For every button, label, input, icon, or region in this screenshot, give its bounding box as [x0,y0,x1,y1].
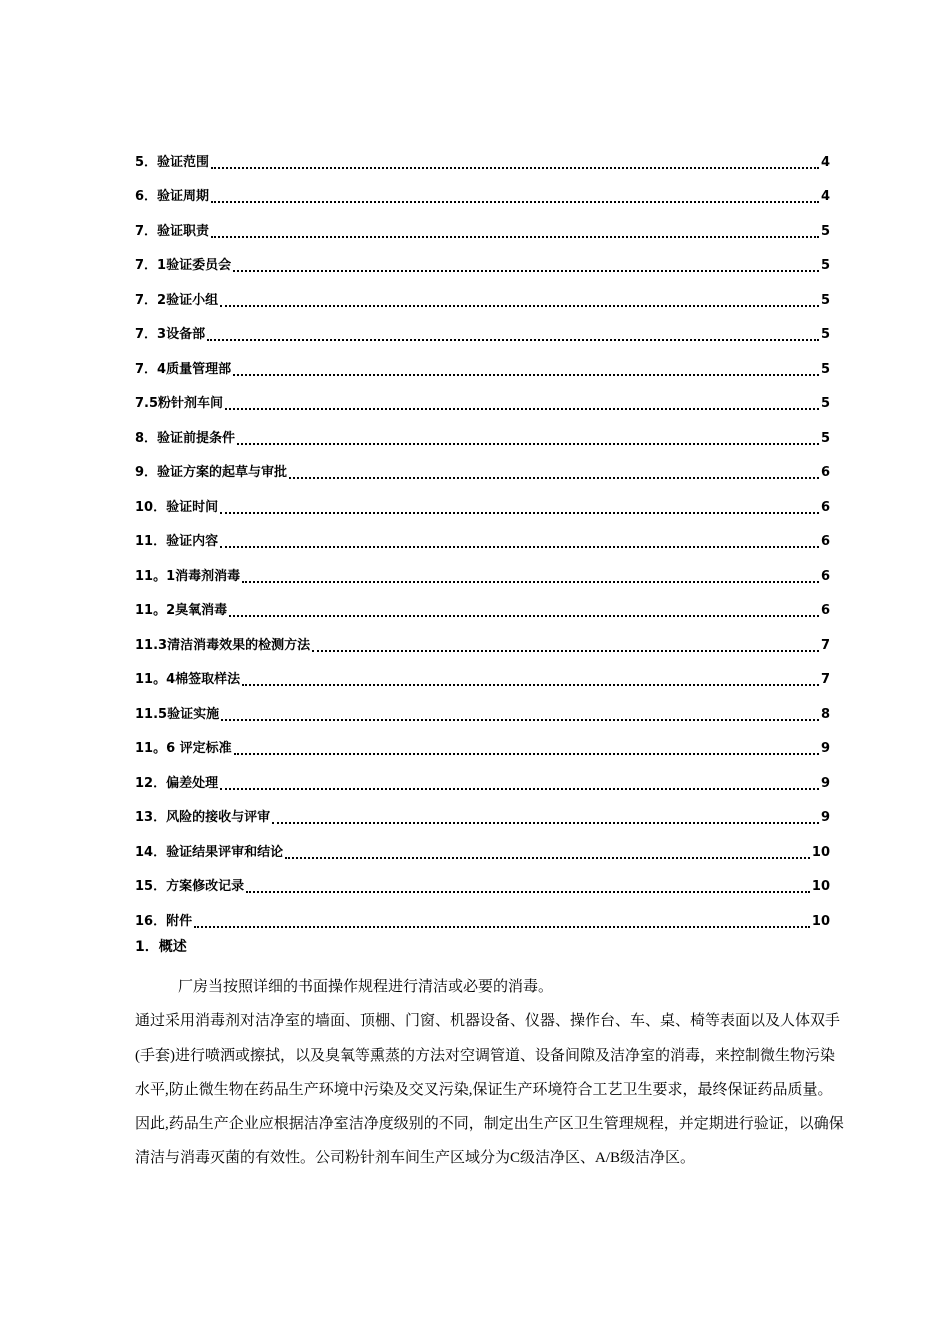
toc-entry[interactable] [135,727,830,762]
toc-entry-title: 7．3设备部 [135,327,206,342]
body-paragraph: 通过采用消毒剂对洁净室的墙面、顶棚、门窗、机器设备、仪器、操作台、车、桌、椅等表面以及人体双手(手套)进行喷洒或擦拭，以及臭氧等熏蒸的方法对空调管道、设备间隙及洁净室的消毒，来控制微生物污染水平,防止微生物在药品生产环境中污染及交叉污染,保证生产环境符合工艺卫生要求，最终保证药品质量。因此,药品生产企业应根据洁净室洁净度级别的不同，制定出生产区卫生管理规程，并定期进行验证，以确保清洁与消毒灭菌的有效性。公司粉针剂车间生产区域分为C级洁净区、A/B级洁净区。 [135,1013,844,1167]
toc-entry-page: 10 [811,913,830,929]
toc-entry-title: 10．验证时间 [135,499,219,515]
toc-entry-page: 10 [811,879,830,894]
toc-entry-page: 7 [820,637,830,653]
toc-entry-page: 6 [820,465,830,480]
toc-entry[interactable] [135,658,830,693]
toc-leader-dots [211,167,819,169]
body-paragraph: 厂房当按照详细的书面操作规程进行清洁或必要的消毒。 [178,979,554,995]
toc-entry[interactable] [135,761,830,796]
toc-entry[interactable] [135,313,830,348]
toc-leader-dots [285,857,810,859]
toc-entry-title: 13．风险的接收与评审 [135,810,271,825]
toc-leader-dots [220,788,819,790]
toc-leader-dots [229,615,819,617]
toc-entry-page: 10 [811,844,830,860]
toc-entry-title: 7．验证职责 [135,223,210,239]
toc-entry[interactable] [135,485,830,520]
toc-entry-page: 5 [820,361,830,377]
toc-entry[interactable] [135,692,830,727]
toc-entry[interactable] [135,382,830,417]
toc-entry[interactable] [135,865,830,900]
toc-leader-dots [207,339,819,341]
toc-entry[interactable] [135,175,830,210]
toc-entry-page: 6 [820,499,830,515]
table-of-contents [135,140,830,934]
toc-leader-dots [233,270,819,272]
toc-entry[interactable] [135,830,830,865]
toc-entry[interactable] [135,416,830,451]
toc-entry-page: 5 [820,327,830,342]
toc-entry-title: 7．2验证小组 [135,292,219,308]
toc-leader-dots [233,374,819,376]
toc-entry-page: 4 [820,154,830,170]
toc-leader-dots [194,926,810,928]
toc-entry[interactable] [135,623,830,658]
toc-entry-title: 8．验证前提条件 [135,430,236,446]
toc-entry[interactable] [135,209,830,244]
toc-entry-title: 11.3清洁消毒效果的检测方法 [135,637,311,653]
toc-entry[interactable] [135,347,830,382]
toc-entry-title: 7.5粉针剂车间 [135,396,224,411]
toc-entry-page: 5 [820,258,830,273]
toc-entry-title: 12．偏差处理 [135,775,219,791]
toc-entry-title: 11。4棉签取样法 [135,672,241,687]
toc-entry-page: 6 [820,534,830,549]
toc-entry[interactable] [135,589,830,624]
toc-entry-title: 7．4质量管理部 [135,361,232,377]
toc-leader-dots [221,719,819,721]
toc-entry-page: 9 [820,775,830,791]
toc-entry-title: 7．1验证委员会 [135,258,232,273]
toc-leader-dots [211,201,819,203]
toc-entry-page: 5 [820,223,830,239]
toc-leader-dots [242,684,819,686]
toc-leader-dots [220,546,819,548]
toc-entry-page: 6 [820,568,830,584]
toc-entry-title: 16．附件 [135,913,193,929]
section-body [135,970,845,1176]
toc-entry[interactable] [135,899,830,934]
toc-entry[interactable] [135,278,830,313]
toc-entry-title: 11.5验证实施 [135,706,220,722]
toc-leader-dots [312,650,819,652]
toc-leader-dots [246,891,810,893]
toc-entry[interactable] [135,796,830,831]
toc-leader-dots [225,408,819,410]
toc-entry-page: 5 [820,292,830,308]
toc-entry[interactable] [135,554,830,589]
toc-entry-title: 14．验证结果评审和结论 [135,844,284,860]
toc-entry-page: 4 [820,189,830,204]
toc-leader-dots [237,443,819,445]
toc-entry-title: 11．验证内容 [135,534,219,549]
toc-entry-page: 5 [820,430,830,446]
toc-entry-page: 9 [820,810,830,825]
toc-entry-title: 9．验证方案的起草与审批 [135,465,288,480]
toc-entry-page: 5 [820,396,830,411]
toc-leader-dots [211,236,819,238]
toc-entry-title: 6．验证周期 [135,189,210,204]
toc-entry[interactable] [135,520,830,555]
toc-leader-dots [220,512,819,514]
toc-entry-page: 6 [820,603,830,618]
toc-entry-title: 11。1消毒剂消毒 [135,568,241,584]
toc-leader-dots [242,581,819,583]
section-heading: 1．概述 [135,939,187,955]
toc-leader-dots [289,477,819,479]
toc-entry-page: 9 [820,741,830,756]
toc-entry-title: 5．验证范围 [135,154,210,170]
toc-leader-dots [234,753,819,755]
toc-leader-dots [220,305,819,307]
toc-entry-page: 7 [820,672,830,687]
toc-entry[interactable] [135,451,830,486]
toc-entry-title: 15．方案修改记录 [135,879,245,894]
toc-leader-dots [272,822,819,824]
toc-entry[interactable] [135,140,830,175]
toc-entry[interactable] [135,244,830,279]
toc-entry-title: 11。2臭氧消毒 [135,603,228,618]
toc-entry-page: 8 [820,706,830,722]
toc-entry-title: 11。6 评定标准 [135,741,232,756]
